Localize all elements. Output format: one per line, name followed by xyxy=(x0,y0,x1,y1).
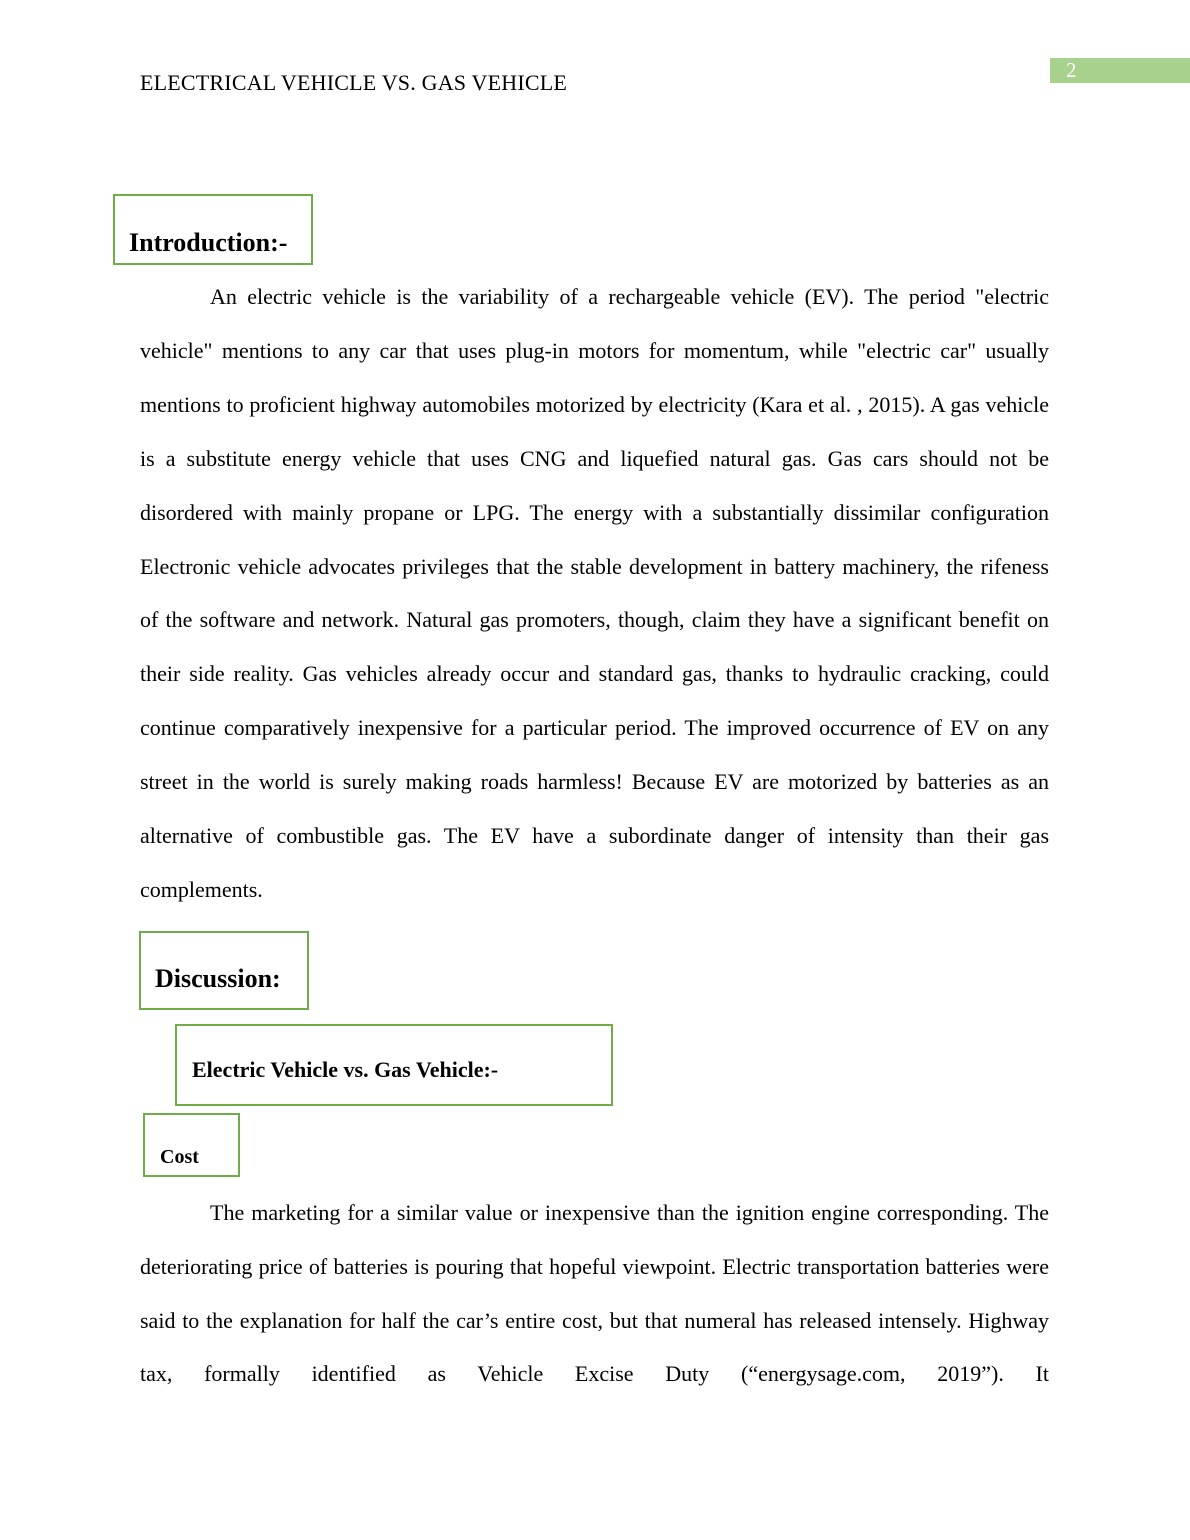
cost-heading: Cost xyxy=(143,1113,240,1177)
cost-paragraph: The marketing for a similar value or inexpensive than the ignition engine corresponding. The deteriorating price of batteries is pouring that hopeful viewpoint. Electric transportation batteries were said to the explanation for half the car’s entire cost, but that numeral has released intensely. Highway tax, formally identified as Vehicle Excise Duty (“energysage.com, 2019”). It xyxy=(140,1200,1049,1387)
introduction-paragraph: An electric vehicle is the variability of a rechargeable vehicle (EV). The period "electric vehicle" mentions to any car that uses plug-in motors for momentum, while "electric car" usually mentions to proficient highway automobiles motorized by electricity (Kara et al. , 2015). A gas vehicle is a substitute energy vehicle that uses CNG and liquefied natural gas. Gas cars should not be disordered with mainly propane or LPG. The energy with a substantially dissimilar configuration Electronic vehicle advocates privileges that the stable development in battery machinery, the rifeness of the software and network. Natural gas promoters, though, claim they have a significant benefit on their side reality. Gas vehicles already occur and standard gas, thanks to hydraulic cracking, could continue comparatively inexpensive for a particular period. The improved occurrence of EV on any street in the world is surely making roads harmless! Because EV are motorized by batteries as an alternative of combustible gas. The EV have a subordinate danger of intensity than their gas complements. xyxy=(140,284,1049,902)
introduction-heading: Introduction:- xyxy=(113,194,313,265)
ev-vs-gas-subheading: Electric Vehicle vs. Gas Vehicle:- xyxy=(175,1024,613,1106)
discussion-heading: Discussion: xyxy=(139,931,309,1010)
running-header-title: ELECTRICAL VEHICLE VS. GAS VEHICLE xyxy=(140,70,568,95)
page-number-tab: 2 xyxy=(1050,58,1190,83)
